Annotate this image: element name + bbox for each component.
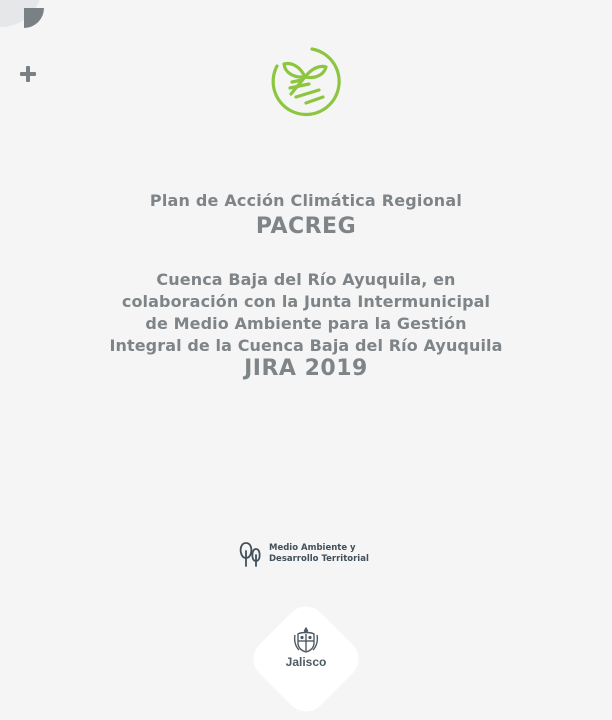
partner-line: de Medio Ambiente para la Gestión	[145, 314, 467, 333]
document-subtitle: Plan de Acción Climática Regional	[149, 191, 463, 210]
organization-year: JIRA 2019	[244, 356, 368, 381]
partner-line: Integral de la Cuenca Baja del Río Ayuquila	[109, 336, 503, 355]
quarter-circle-decoration	[24, 8, 44, 28]
tree-icon	[238, 540, 264, 568]
jalisco-seal	[263, 626, 349, 676]
state-name: Jalisco	[285, 655, 327, 669]
document-acronym: PACREG	[255, 214, 357, 239]
leaf-logo-icon	[268, 44, 344, 120]
state-emblem-icon	[292, 626, 320, 654]
agency-name-line: Medio Ambiente y	[269, 543, 356, 553]
partner-line: Cuenca Baja del Río Ayuquila, en	[156, 270, 456, 289]
partner-description	[0, 269, 612, 357]
partner-line: colaboración con la Junta Intermunicipal	[121, 292, 491, 311]
agency-logo	[238, 540, 388, 570]
plus-icon	[20, 66, 36, 82]
agency-name-line: Desarrollo Territorial	[269, 554, 369, 564]
